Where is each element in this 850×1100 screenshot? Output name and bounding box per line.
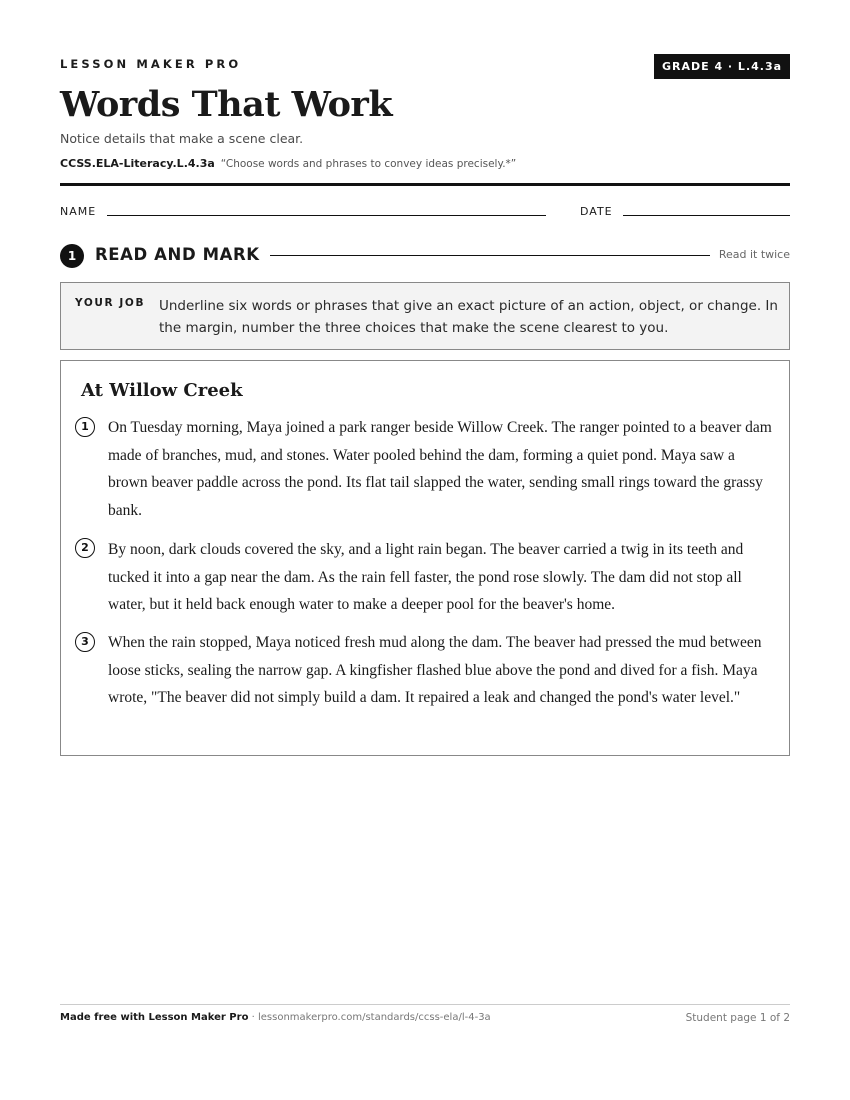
name-field[interactable] [107,215,546,216]
grade-badge: GRADE 4 · L.4.3a [654,54,790,79]
paragraph-number: 2 [75,538,95,558]
page-subtitle: Notice details that make a scene clear. [60,131,304,146]
footer-credit [60,1012,491,1023]
date-field[interactable] [623,215,790,216]
header-divider [60,183,790,186]
standard-quote: “Choose words and phrases to convey ideas precisely.*” [220,158,517,170]
instructions-text: Underline six words or phrases that give an exact picture of an action, object, or change. In the margin, number the three choices that make the scene clearest to you. [159,298,778,336]
page-number: Student page 1 of 2 [685,1012,790,1024]
paragraph-1: On Tuesday morning, Maya joined a park ranger beside Willow Creek. The ranger pointed to a beaver dam made of branches, mud, and stones. Water pooled behind the dam, forming a quiet pond. Maya saw a brown beaver paddle across the pond. Its flat tail slapped the water, sending small rings toward the grassy bank. [108,419,772,519]
passage-title: At Willow Creek [81,380,243,401]
paragraph-number: 3 [75,632,95,652]
section-note: Read it twice [718,248,790,261]
reading-passage [60,360,790,756]
section-number-badge: 1 [60,244,84,268]
footer-divider [60,1004,790,1005]
instructions-label: YOUR JOB [75,297,146,309]
standard-code: CCSS.ELA-Literacy.L.4.3a [60,157,215,170]
brand-name: LESSON MAKER PRO [60,57,242,71]
paragraph-3: When the rain stopped, Maya noticed fresh mud along the dam. The beaver had pressed the mud between loose sticks, sealing the narrow gap. A kingfisher flashed blue above the pond and dived for a fish. Maya wrote, "The beaver did not simply build a dam. It repaired a leak and changed the pond's water level." [108,634,762,706]
worksheet-page [60,0,790,1100]
instructions-box [60,282,790,350]
page-title: Words That Work [60,84,393,125]
paragraph-number: 1 [75,417,95,437]
footer-url[interactable]: lessonmakerpro.com/standards/ccss-ela/l-4-3a [257,1012,491,1023]
paragraph-2: By noon, dark clouds covered the sky, and a light rain began. The beaver carried a twig in its teeth and tucked it into a gap near the dam. As the rain fell faster, the pond rose slowly. The dam did not stop all water, but it held back enough water to make a deeper pool for the beaver's home. [108,541,744,613]
date-label: DATE [580,205,613,218]
section-title: READ AND MARK [95,245,260,264]
standard-line [60,157,516,170]
footer-made-with: Made free with Lesson Maker Pro [60,1012,249,1023]
name-label: NAME [60,205,97,218]
section-divider [270,255,710,256]
footer-separator: · [248,1012,258,1023]
